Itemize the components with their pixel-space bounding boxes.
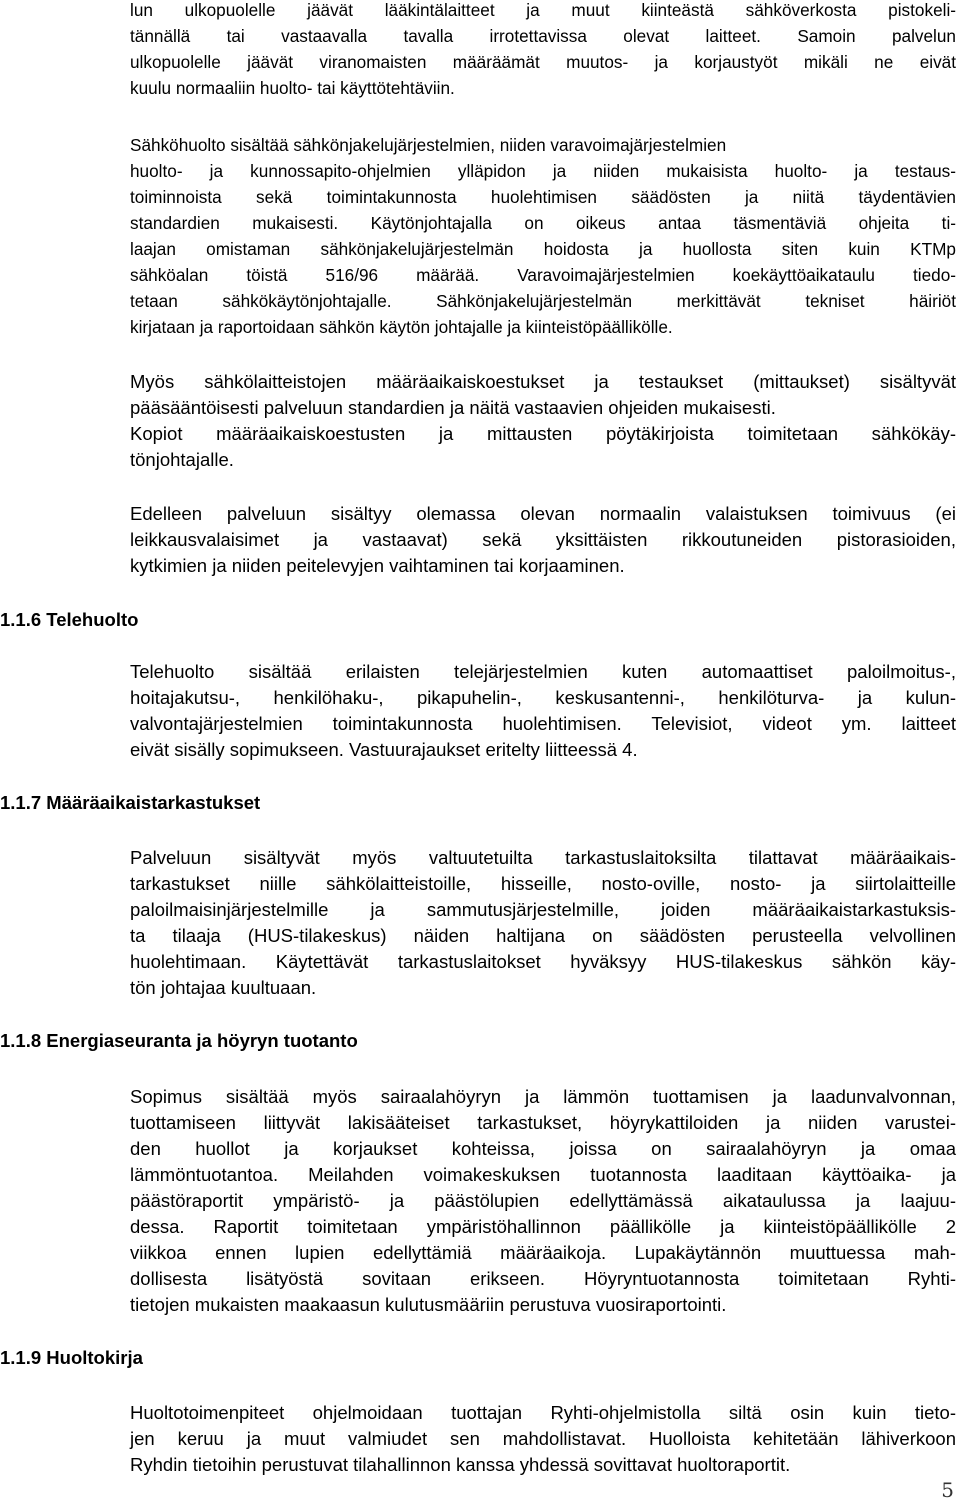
text-line: Telehuolto sisältää erilaisten telejärjestelmien kuten automaattiset paloilmoitus-, [130, 661, 956, 682]
text-line: tönjohtajalle. [130, 449, 234, 470]
text-line: tietojen mukaisten maakaasun kulutusmääriin perustuva vuosiraportointi. [130, 1294, 727, 1315]
paragraph-inspections [130, 845, 956, 1001]
text-line: päästöraportit ympäristö- ja päästölupien edellyttämässä aikataulussa ja laajuu- [130, 1190, 956, 1211]
text-line: tön johtajaa kuultuaan. [130, 977, 317, 998]
text-line: tuottamiseen liittyvät lakisääteiset tarkastukset, höyrykattiloiden ja niiden varustei- [130, 1112, 956, 1133]
text-line: lämmöntuotantoa. Meilahden voimakeskuksen tuotannosta laaditaan käyttöaika- ja [130, 1164, 956, 1185]
text-line: den huollot ja korjaukset kohteissa, joissa on sairaalahöyryn ja omaa [130, 1138, 956, 1159]
text-line: Sähköhuolto sisältää sähkönjakelujärjestelmien, niiden varavoimajärjestelmien [130, 135, 727, 155]
text-line: standardien mukaisesti. Käytönjohtajalla on oikeus antaa täsmentäviä ohjeita ti- [130, 213, 956, 233]
text-line: viikkoa ennen lupien edellyttämiä määräaikoja. Lupakäytännön muuttuessa mah- [130, 1242, 956, 1263]
text-line: leikkausvalaisimet ja vastaavat) sekä yksittäisten rikkoutuneiden pistorasioiden, [130, 529, 956, 550]
text-line: huolto- ja kunnossapito-ohjelmien ylläpidon ja niiden mukaisista huolto- ja testaus- [130, 161, 956, 181]
text-line: tarkastukset niille sähkölaitteistoille, hisseille, nosto-oville, nosto- ja siirtolaitteille [130, 873, 956, 894]
text-line: pääsääntöisesti palveluun standardien ja näitä vastaavien ohjeiden mukaisesti. [130, 397, 776, 418]
section-heading-huoltokirja: 1.1.9 Huoltokirja [0, 1347, 143, 1368]
paragraph-excluded-equipment [130, 0, 956, 101]
text-line: hoitajakutsu-, henkilöhaku-, pikapuhelin-, keskusantenni-, henkilöturva- ja kulun- [130, 687, 956, 708]
text-line: eivät sisälly sopimukseen. Vastuurajaukset eritelty liitteessä 4. [130, 739, 638, 760]
text-line: Ryhdin tietoihin perustuvat tilahallinnon kanssa yhdessä sovittavat huoltoraportit. [130, 1454, 791, 1475]
text-line: huolehtimaan. Käytettävät tarkastuslaitokset hyväksyy HUS-tilakeskus sähkön käy- [130, 951, 956, 972]
text-line: Palveluun sisältyvät myös valtuutetuilta tarkastuslaitoksilta tilattavat määräaikais- [130, 847, 956, 868]
text-line: Huoltotoimenpiteet ohjelmoidaan tuottajan Ryhti-ohjelmistolla siltä osin kuin tieto- [130, 1402, 956, 1423]
text-line: kirjataan ja raportoidaan sähkön käytön johtajalle ja kiinteistöpäällikölle. [130, 317, 673, 337]
text-line: paloilmaisinjärjestelmille ja sammutusjärjestelmille, joiden määräaikaistarkastuksis- [130, 899, 956, 920]
text-line: Kopiot määräaikaiskoestusten ja mittausten pöytäkirjoista toimitetaan sähkökäy- [130, 423, 956, 444]
section-heading-maaraaikaistarkastukset: 1.1.7 Määräaikaistarkastukset [0, 792, 261, 813]
paragraph-lighting-sockets [130, 501, 956, 579]
text-line: laajan omistaman sähkönjakelujärjestelmän hoidosta ja huollosta siten kuin KTMp [130, 239, 956, 259]
text-line: kytkimien ja niiden peitelevyjen vaihtaminen tai korjaaminen. [130, 555, 625, 576]
text-line: ulkopuolelle jäävät viranomaisten määräämät muutos- ja korjaustyöt mikäli ne eivät [130, 52, 956, 72]
text-line: jen keruu ja muut valmiudet sen mahdollistavat. Huolloista kehitetään lähiverkoon [130, 1428, 956, 1449]
text-line: valvontajärjestelmien toimintakunnosta huolehtimisen. Televisiot, videot ym. laitteet [130, 713, 956, 734]
text-line: Edelleen palveluun sisältyy olemassa olevan normaalin valaistuksen toimivuus (ei [130, 503, 956, 524]
text-line: ta tilaaja (HUS-tilakeskus) näiden haltijana on säädösten perusteella velvollinen [130, 925, 956, 946]
paragraph-telecom-maintenance [130, 659, 956, 763]
text-line: kuulu normaaliin huolto- tai käyttötehtäviin. [130, 78, 455, 98]
text-line: tetaan sähkökäytönjohtajalle. Sähkönjakelujärjestelmän merkittävät tekniset häiriöt [130, 291, 956, 311]
text-line: Sopimus sisältää myös sairaalahöyryn ja lämmön tuottamisen ja laadunvalvonnan, [130, 1086, 956, 1107]
section-heading-energiaseuranta: 1.1.8 Energiaseuranta ja höyryn tuotanto [0, 1030, 358, 1051]
text-line: sähköalan töistä 516/96 määrää. Varavoimajärjestelmien koekäyttöaikataulu tiedo- [130, 265, 956, 285]
text-line: lun ulkopuolelle jäävät lääkintälaitteet ja muut kiinteästä sähköverkosta pistokeli- [130, 0, 956, 20]
text-line: dessa. Raportit toimitetaan ympäristöhallinnon päällikölle ja kiinteistöpäällikölle 2 [130, 1216, 956, 1237]
section-heading-telehuolto: 1.1.6 Telehuolto [0, 609, 139, 630]
paragraph-electrical-maintenance [130, 132, 956, 340]
paragraph-periodic-testing [130, 369, 956, 473]
paragraph-steam-production [130, 1084, 956, 1318]
text-line: tännällä tai vastaavalla tavalla irrotettavissa olevat laitteet. Samoin palvelun [130, 26, 956, 46]
page-number: 5 [941, 1478, 954, 1502]
text-line: toiminnoista sekä toimintakunnosta huolehtimisen säädösten ja niitä täydentävien [130, 187, 956, 207]
paragraph-maintenance-log [130, 1400, 956, 1478]
text-line: Myös sähkölaitteistojen määräaikaiskoestukset ja testaukset (mittaukset) sisältyvät [130, 371, 956, 392]
text-line: dollisesta lisätyöstä sovitaan erikseen. Höyryntuotannosta toimitetaan Ryhti- [130, 1268, 956, 1289]
